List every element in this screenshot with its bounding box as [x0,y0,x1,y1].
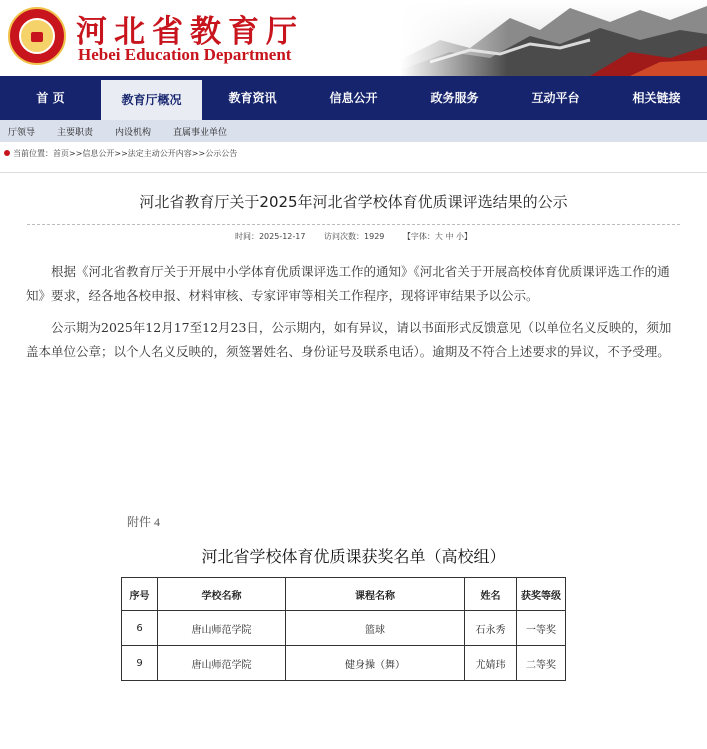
header-school: 学校名称 [158,578,286,611]
department-logo[interactable] [8,7,66,65]
subnav-item-leaders[interactable]: 厅领导 [8,127,36,138]
cell-school: 唐山师范学院 [158,611,286,646]
cell-name: 尤婧玮 [465,646,517,681]
title-divider [27,224,680,225]
subnav-item-duties[interactable]: 主要职责 [57,127,94,138]
header-name: 姓名 [465,578,517,611]
award-table-title: 河北省学校体育优质课获奖名单（高校组） [201,547,506,566]
header-course: 课程名称 [286,578,465,611]
cell-course: 健身操（舞） [286,646,465,681]
article [0,172,707,449]
location-icon [4,150,10,156]
main-nav [0,76,707,120]
cell-award: 二等奖 [517,646,566,681]
breadcrumb-text[interactable]: 当前位置：首页>>信息公开>>法定主动公开内容>>公示公告 [13,148,238,158]
nav-item-overview[interactable]: 教育厅概况 [101,80,202,120]
sub-nav [0,120,707,142]
cell-school: 唐山师范学院 [158,646,286,681]
nav-item-services[interactable]: 政务服务 [430,91,479,105]
header-award: 获奖等级 [517,578,566,611]
cell-index: 6 [122,611,158,646]
table-header-row [122,578,566,611]
article-title: 河北省教育厅关于2025年河北省学校体育优质课评选结果的公示 [139,193,568,211]
visit-count: 访问次数：1929 [324,232,385,241]
nav-item-interaction[interactable]: 互动平台 [531,91,580,105]
nav-item-disclosure[interactable]: 信息公开 [329,91,378,105]
cell-name: 石永秀 [465,611,517,646]
cell-course: 篮球 [286,611,465,646]
nav-item-news[interactable]: 教育资讯 [228,91,277,105]
attachment-label: 附件 4 [127,515,161,529]
article-paragraph: 根据《河北省教育厅关于开展中小学体育优质课评选工作的通知》《河北省关于开展高校体育优质课评选工作的通知》要求，经各地各校申报、材料审核、专家评审等相关工作程序，现将评审结果予以公示。 [26,264,670,303]
cell-award: 一等奖 [517,611,566,646]
article-meta [0,231,707,242]
header-index: 序号 [122,578,158,611]
nav-item-home[interactable]: 首 页 [36,91,65,105]
table-row [122,611,566,646]
site-header [0,0,707,76]
article-paragraph: 公示期为2025年12月17至12月23日，公示期内，如有异议，请以书面形式反馈意见（以单位名义反映的，须加盖本单位公章；以个人名义反映的，须签署姓名、身份证号及联系电话）。逾期及不符合上述要求的异议，不予受理。 [26,320,672,359]
table-row [122,646,566,681]
attachment-section [0,513,707,681]
cell-index: 9 [122,646,158,681]
subnav-item-affiliates[interactable]: 直属事业单位 [173,127,228,138]
site-name-en: Hebei Education Department [78,45,292,64]
nav-item-links[interactable]: 相关链接 [632,91,681,105]
font-size-switch[interactable]: 【字体：大 中 小】 [402,232,473,241]
subnav-item-departments[interactable]: 内设机构 [115,127,152,138]
site-name-cn: 河北省教育厅 [76,14,304,50]
publish-time: 时间：2025-12-17 [234,232,306,241]
breadcrumb [0,142,707,164]
great-wall-banner-image [400,0,707,76]
award-table [121,577,566,681]
